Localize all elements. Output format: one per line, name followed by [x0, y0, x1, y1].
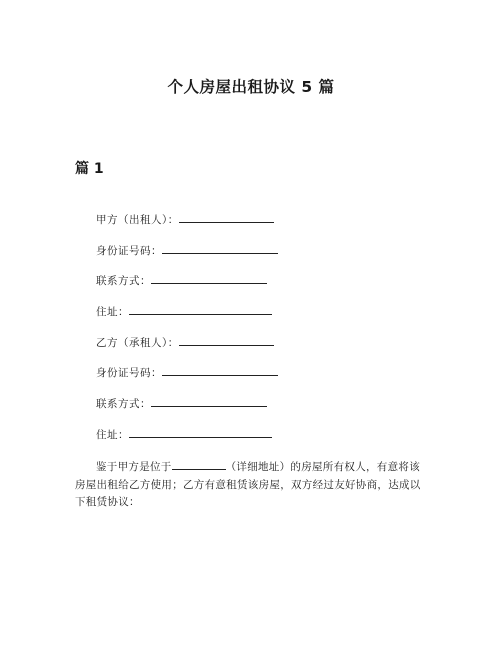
field-label: 甲方（出租人）：	[96, 214, 179, 226]
field-lessee-id-number	[96, 363, 278, 394]
fill-blank-line	[129, 302, 272, 315]
field-lessee-address	[96, 425, 278, 456]
preamble-text-start: 鉴于甲方是位于	[96, 461, 172, 473]
field-label: 联系方式：	[96, 275, 151, 288]
field-label: 联系方式：	[96, 398, 151, 411]
field-lessee-name	[96, 333, 278, 364]
fill-blank-line	[162, 241, 278, 254]
field-label: 住址：	[96, 306, 129, 319]
fill-blank-line	[151, 394, 267, 407]
fill-blank-line	[129, 425, 272, 438]
field-lessor-id-number	[96, 241, 278, 272]
fill-blank-line	[151, 271, 267, 284]
fill-blank-line	[162, 363, 278, 376]
field-lessor-name	[96, 210, 278, 241]
document-title: 个人房屋出租协议 5 篇	[167, 78, 335, 96]
party-info-list	[96, 210, 278, 456]
field-label: 乙方（承租人）：	[96, 336, 179, 349]
field-label: 身份证号码：	[96, 367, 162, 380]
agreement-preamble	[75, 457, 430, 512]
field-label: 身份证号码：	[96, 244, 162, 257]
field-label: 住址：	[96, 428, 129, 441]
fill-blank-line	[179, 333, 274, 346]
address-blank-line	[172, 457, 226, 470]
field-lessee-contact	[96, 394, 278, 425]
field-lessor-address	[96, 302, 278, 333]
field-lessor-contact	[96, 271, 278, 302]
preamble-text-end: （详细地址）的房屋所有权人，有意将该房屋出租给乙方使用；乙方有意租赁该房屋，双方经过友好协商，达成以下租赁协议：	[75, 461, 421, 508]
fill-blank-line	[179, 210, 274, 223]
section-heading: 篇 1	[75, 161, 104, 177]
